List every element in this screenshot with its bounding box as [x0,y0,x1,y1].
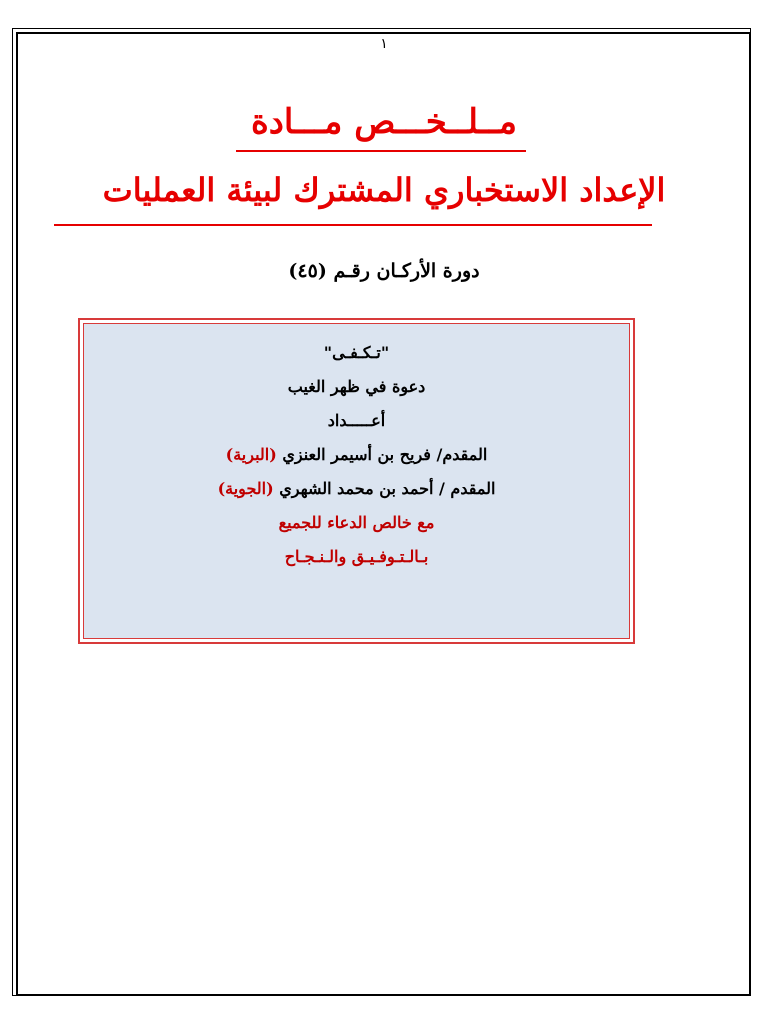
subject-title: مــلــخـــص مـــادة [250,102,518,142]
author-2-name: المقدم / أحمد بن محمد الشهري [279,479,496,498]
dedication-prayer: دعوة في ظهر الغيب [287,377,426,396]
course-title-underline [54,224,652,226]
course-title: الإعداد الاستخباري المشترك لبيئة العمليات [102,171,666,209]
author-1-name: المقدم/ فريح بن أسيمر العنزي [282,445,488,464]
info-box-content [83,323,630,639]
author-2 [84,472,629,506]
subject-title-underline [236,150,526,152]
course-number: (٤٥) [288,260,327,282]
author-1-branch: (البرية) [225,445,277,464]
closing-wish: مع خالص الدعاء للجميع [278,513,435,532]
author-1 [84,438,629,472]
dedication-word: "تـكـفـى" [323,343,390,362]
closing-success: بـالـتـوفـيـق والـنـجـاح [284,547,429,566]
course-info [0,256,768,286]
info-box [78,318,635,644]
course-label: دورة الأركـان رقـم [333,260,480,282]
prepared-by-label: أعـــــداد [327,411,386,430]
author-2-branch: (الجوية) [217,479,274,498]
page-number: ١ [380,36,388,52]
